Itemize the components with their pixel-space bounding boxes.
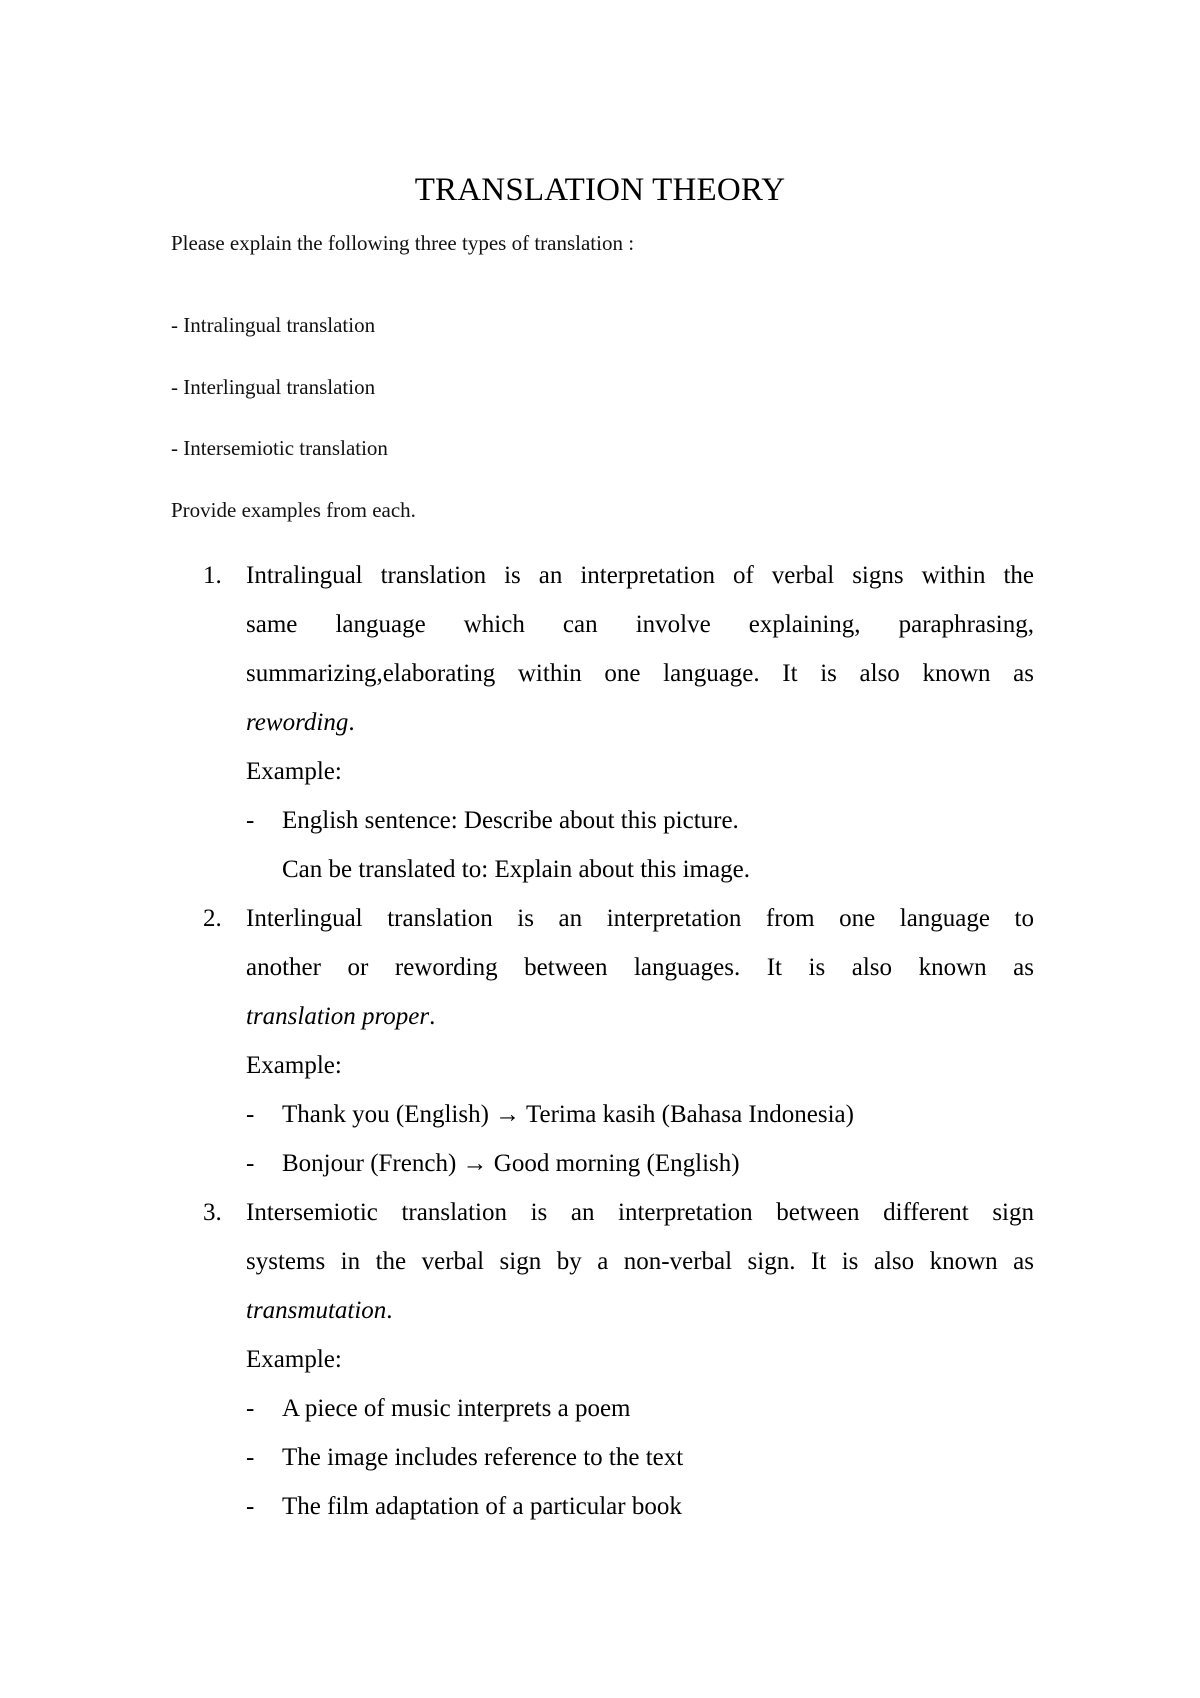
- section-term-line: [246, 1295, 1034, 1327]
- bullet-dash: -: [246, 1395, 255, 1422]
- key-term: rewording: [246, 709, 349, 736]
- example-item: Bonjour (French) → Good morning (English): [282, 1150, 740, 1177]
- section-paragraph-line: same language which can involve explaining, paraphrasing,: [246, 611, 1034, 638]
- bullet-dash: -: [246, 1493, 255, 1520]
- example-item: A piece of music interprets a poem: [282, 1395, 631, 1422]
- document-title: TRANSLATION THEORY: [414, 172, 786, 208]
- section-paragraph-line: Interlingual translation is an interpretation from one language to: [246, 905, 1034, 932]
- section-paragraph-line: Intralingual translation is an interpretation of verbal signs within the: [246, 562, 1034, 589]
- example-label: Example:: [246, 1052, 342, 1079]
- term-suffix: .: [429, 1003, 436, 1030]
- prompt-intro: Please explain the following three types of translation :: [171, 231, 635, 255]
- example-item: Thank you (English) → Terima kasih (Bahasa Indonesia): [282, 1101, 854, 1128]
- section-number: 3.: [203, 1199, 222, 1226]
- bullet-dash: -: [246, 1101, 255, 1128]
- example-item-continuation: Can be translated to: Explain about this image.: [282, 856, 750, 883]
- prompt-closing: Provide examples from each.: [171, 498, 416, 522]
- example-item: The image includes reference to the text: [282, 1444, 684, 1471]
- section-paragraph-line: summarizing,elaborating within one language. It is also known as: [246, 660, 1034, 687]
- bullet-dash: -: [246, 1150, 255, 1177]
- example-label: Example:: [246, 1346, 342, 1373]
- section-term-line: [246, 707, 1034, 739]
- example-label: Example:: [246, 758, 342, 785]
- section-number: 1.: [203, 562, 222, 589]
- section-term-line: [246, 1001, 1034, 1033]
- prompt-type-intralingual: - Intralingual translation: [171, 313, 376, 337]
- term-suffix: .: [386, 1297, 393, 1324]
- key-term: transmutation: [246, 1297, 387, 1324]
- key-term: translation proper: [246, 1003, 430, 1030]
- bullet-dash: -: [246, 1444, 255, 1471]
- bullet-dash: -: [246, 807, 255, 834]
- section-paragraph-line: systems in the verbal sign by a non-verbal sign. It is also known as: [246, 1248, 1034, 1275]
- example-item: The film adaptation of a particular book: [282, 1493, 682, 1520]
- section-paragraph-line: another or rewording between languages. It is also known as: [246, 954, 1034, 981]
- term-suffix: .: [348, 709, 355, 736]
- section-paragraph-line: Intersemiotic translation is an interpretation between different sign: [246, 1199, 1034, 1226]
- section-number: 2.: [203, 905, 222, 932]
- example-item: English sentence: Describe about this picture.: [282, 807, 739, 834]
- prompt-type-interlingual: - Interlingual translation: [171, 375, 376, 399]
- prompt-type-intersemiotic: - Intersemiotic translation: [171, 436, 388, 460]
